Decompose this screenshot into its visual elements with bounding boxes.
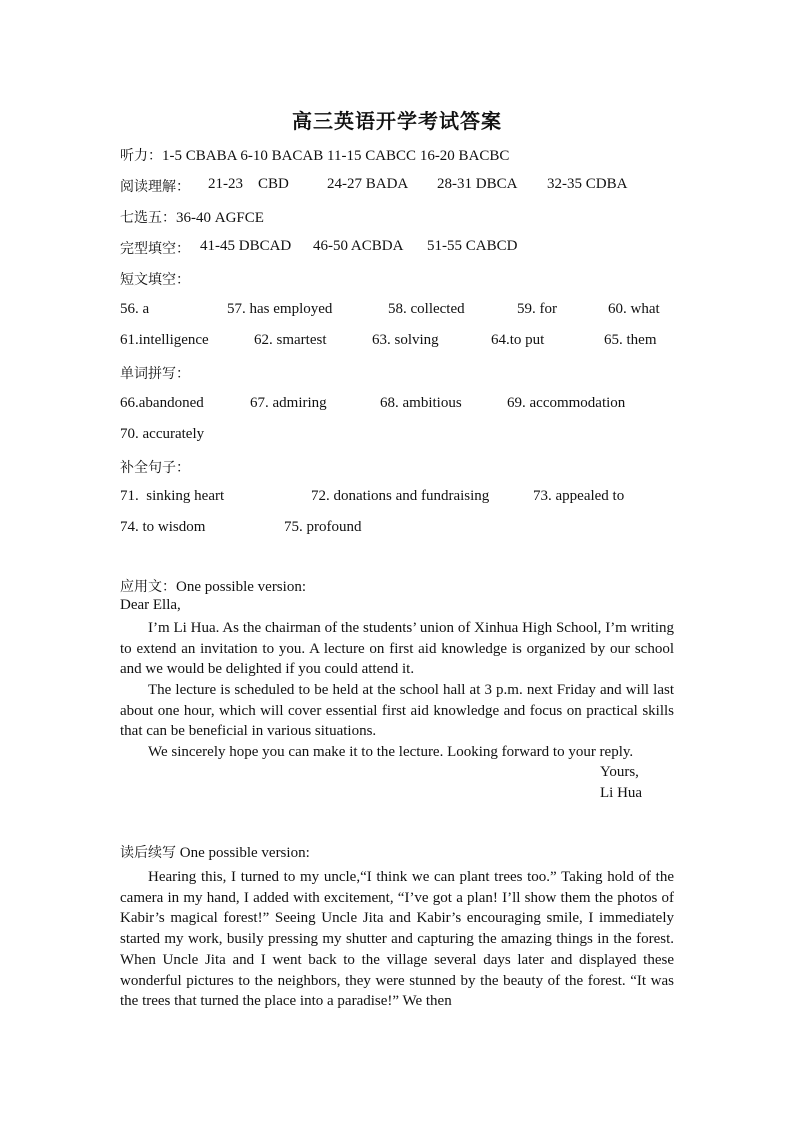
spelling-answer: 66.abandoned (120, 395, 204, 411)
sentence-answer: 73. appealed to (533, 488, 625, 504)
continuation-label: 读后续写 (120, 845, 176, 861)
practical-version: One possible version: (176, 579, 306, 595)
continuation-heading (120, 842, 310, 862)
grammar-answer: 64.to put (491, 332, 545, 348)
listening-answers: 1-5 CBABA 6-10 BACAB 11-15 CABCC 16-20 BACBC (162, 148, 510, 164)
grammar-label: 短文填空： (120, 272, 190, 288)
cloze-label: 完型填空： (120, 241, 190, 257)
seven-five-answers: 36-40 AGFCE (176, 210, 264, 226)
letter-greeting: Dear Ella, (120, 597, 181, 613)
letter-paragraph-2: The lecture is scheduled to be held at the school hall at 3 p.m. next Friday and will last about one hour, which will cover essential first aid knowledge and focus on practical skills that can be beneficial in various situations. (120, 682, 674, 740)
grammar-answer: 56. a (120, 301, 150, 317)
sentence-answer: 72. donations and fundraising (311, 488, 490, 504)
cloze-group-1: 41-45 DBCAD (200, 238, 292, 254)
letter-paragraph-3: We sincerely hope you can make it to the lecture. Looking forward to your reply. (148, 744, 634, 760)
grammar-answer: 58. collected (388, 301, 465, 317)
grammar-answer: 59. for (517, 301, 557, 317)
grammar-answer: 61.intelligence (120, 332, 209, 348)
spelling-answer: 69. accommodation (507, 395, 626, 411)
sentences-label: 补全句子： (120, 460, 190, 476)
sentence-answer: 71. sinking heart (120, 488, 225, 504)
grammar-answer: 62. smartest (254, 332, 327, 348)
letter-signature: Li Hua (600, 785, 643, 801)
grammar-answer: 57. has employed (227, 301, 333, 317)
practical-heading (120, 576, 306, 596)
grammar-answer: 65. them (604, 332, 657, 348)
spelling-answer: 70. accurately (120, 426, 205, 442)
listening-label: 听力： (120, 148, 162, 164)
page-title: 高三英语开学考试答案 (292, 109, 502, 133)
spelling-label: 单词拼写： (120, 366, 190, 382)
practical-label: 应用文： (120, 579, 176, 595)
seven-five-label: 七选五： (120, 210, 176, 226)
sentence-answer: 74. to wisdom (120, 519, 206, 535)
reading-label: 阅读理解： (120, 179, 190, 195)
letter-paragraph-1: I’m Li Hua. As the chairman of the students’ union of Xinhua High School, I’m writing to extend an invitation to you. A lecture on first aid knowledge is organized by our school and we would be delighted if you could attend it. (120, 620, 674, 678)
reading-group-4: 32-35 CDBA (547, 176, 628, 192)
reading-line (120, 176, 190, 196)
spelling-answer: 67. admiring (250, 395, 327, 411)
listening-line (120, 145, 509, 165)
cloze-group-2: 46-50 ACBDA (313, 238, 404, 254)
reading-group-3: 28-31 DBCA (437, 176, 518, 192)
sentence-answer: 75. profound (284, 519, 362, 535)
cloze-group-3: 51-55 CABCD (427, 238, 518, 254)
continuation-paragraph: Hearing this, I turned to my uncle,“I think we can plant trees too.” Taking hold of the camera in my hand, I added with excitement, “I’ve got a plan! I’ll show them the photos of Kabir’s magical forest!” Seeing Uncle Jita and Kabir’s encouraging smile, I immediately started my work, busily pressing my shutter and capturing the amazing things in the forest. When Uncle Jita and I went back to the village several days later and displayed these wonderful pictures to the neighbors, they were stunned by the beauty of the forest. “It was the trees that turned the place into a paradise!” We then (120, 869, 674, 1010)
seven-five-line (120, 207, 264, 227)
reading-group-2: 24-27 BADA (327, 176, 409, 192)
spelling-answer: 68. ambitious (380, 395, 462, 411)
continuation-version: One possible version: (179, 845, 310, 861)
grammar-answer: 60. what (608, 301, 660, 317)
grammar-answer: 63. solving (372, 332, 439, 348)
reading-group-1: 21-23 CBD (208, 176, 289, 192)
letter-closing: Yours, (600, 764, 639, 780)
cloze-line (120, 238, 190, 258)
